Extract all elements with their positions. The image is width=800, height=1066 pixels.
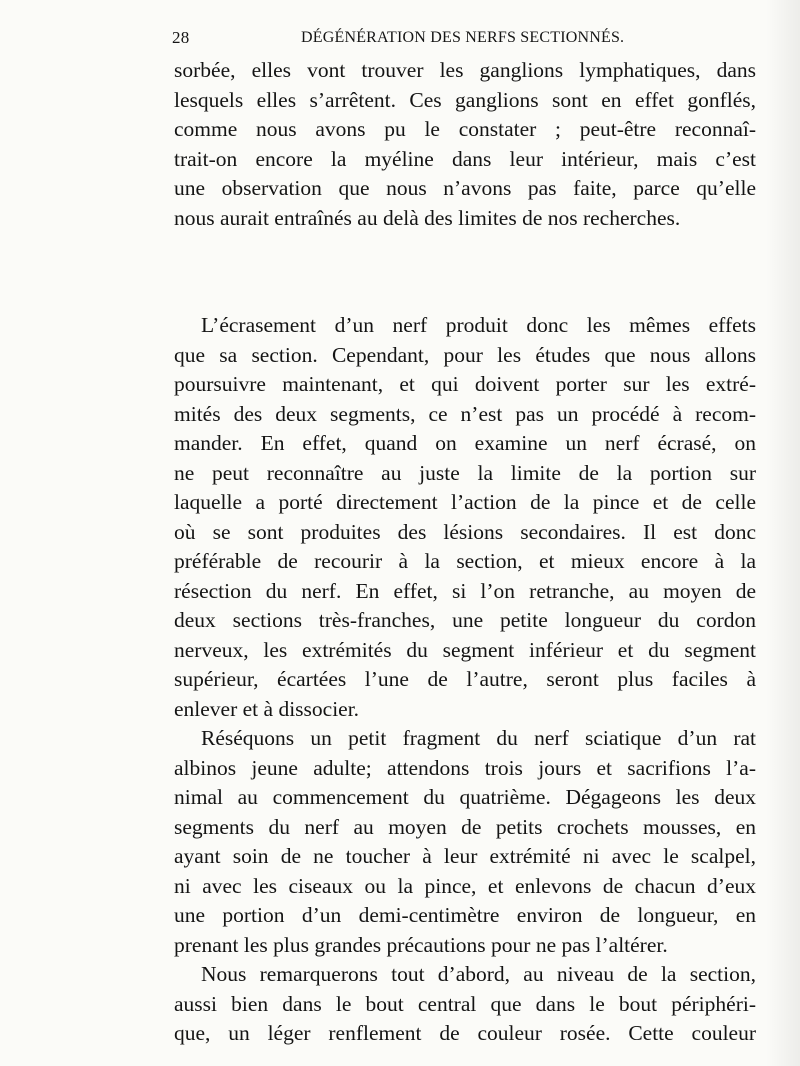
running-title: DÉGÉNÉRATION DES NERFS SECTIONNÉS. bbox=[301, 29, 625, 46]
paragraph-gap bbox=[174, 233, 756, 311]
text-line: poursuivre maintenant, et qui doivent porter sur les extré- bbox=[174, 372, 756, 396]
text-line: L’écrasement d’un nerf produit donc les mêmes effets bbox=[201, 313, 756, 337]
text-line: Réséquons un petit fragment du nerf sciatique d’un rat bbox=[201, 726, 756, 750]
text-line: lesquels elles s’arrêtent. Ces ganglions sont en effet gonflés, bbox=[174, 87, 756, 112]
text-line: trait-on encore la myéline dans leur intérieur, mais c’est bbox=[174, 146, 756, 171]
text-line: aussi bien dans le bout central que dans le bout périphéri- bbox=[174, 991, 756, 1016]
text-line: une portion d’un demi-centimètre environ de longueur, en bbox=[174, 903, 756, 927]
text-line: laquelle a porté directement l’action de la pince et de celle bbox=[174, 490, 756, 514]
running-header bbox=[172, 28, 752, 54]
text-line: albinos jeune adulte; attendons trois jours et sacrifions l’a- bbox=[174, 755, 756, 780]
paragraph-crushing-nerve bbox=[174, 311, 756, 724]
page-body bbox=[174, 56, 756, 1049]
text-line: sorbée, elles vont trouver les ganglions lymphatiques, dans bbox=[174, 58, 756, 82]
continued-paragraph bbox=[174, 56, 756, 233]
text-line: ni avec les ciseaux ou la pince, et enlevons de chacun d’eux bbox=[174, 873, 756, 898]
text-line: prenant les plus grandes précautions pour ne pas l’altérer. bbox=[174, 932, 668, 957]
text-line: comme nous avons pu le constater ; peut-être reconnaî- bbox=[174, 117, 756, 141]
text-line: préférable de recourir à la section, et mieux encore à la bbox=[174, 549, 756, 573]
text-line: mités des deux segments, ce n’est pas un procédé à recom- bbox=[174, 401, 756, 426]
paragraph-resection-method bbox=[174, 724, 756, 960]
paragraph-section-observation bbox=[174, 960, 756, 1049]
text-line: enlever et à dissocier. bbox=[174, 696, 360, 721]
text-line: une observation que nous n’avons pas faite, parce qu’elle bbox=[174, 176, 756, 200]
text-line: nous aurait entraînés au delà des limites de nos recherches. bbox=[174, 205, 681, 230]
text-line: ne peut reconnaître au juste la limite de la portion sur bbox=[174, 460, 756, 485]
text-line: où se sont produites des lésions secondaires. Il est donc bbox=[174, 519, 756, 544]
text-line: supérieur, écartées l’une de l’autre, seront plus faciles à bbox=[174, 667, 756, 691]
text-line: deux sections très-franches, une petite longueur du cordon bbox=[174, 608, 756, 632]
text-line: que, un léger renflement de couleur rosée. Cette couleur bbox=[174, 1021, 756, 1045]
text-line: nerveux, les extrémités du segment inférieur et du segment bbox=[174, 637, 756, 662]
page-number: 28 bbox=[172, 28, 190, 47]
text-line: résection du nerf. En effet, si l’on retranche, au moyen de bbox=[174, 578, 756, 603]
text-line: segments du nerf au moyen de petits crochets mousses, en bbox=[174, 814, 756, 839]
text-line: Nous remarquerons tout d’abord, au niveau de la section, bbox=[201, 962, 756, 986]
text-line: nimal au commencement du quatrième. Dégageons les deux bbox=[174, 785, 756, 809]
text-line: mander. En effet, quand on examine un nerf écrasé, on bbox=[174, 431, 756, 455]
scan-shadow bbox=[766, 0, 800, 1066]
text-line: que sa section. Cependant, pour les études que nous allons bbox=[174, 342, 756, 367]
text-line: ayant soin de ne toucher à leur extrémité ni avec le scalpel, bbox=[174, 844, 756, 868]
